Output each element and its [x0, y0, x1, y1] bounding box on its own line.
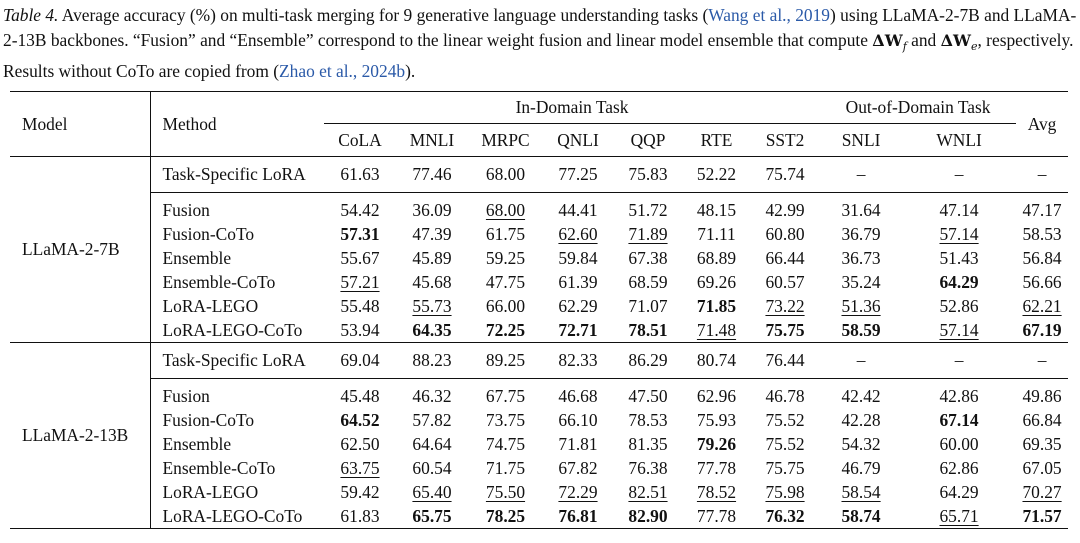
value-cell: 42.86	[939, 385, 979, 406]
table-row	[10, 408, 1068, 432]
value-cell: 35.24	[841, 271, 881, 292]
value-cell: 54.32	[841, 433, 881, 454]
method-cell: Ensemble-CoTo	[162, 457, 276, 478]
table-row	[10, 504, 1068, 529]
method-cell: Ensemble	[162, 433, 232, 454]
value-cell: 65.75	[412, 505, 452, 526]
value-cell: 61.83	[340, 505, 380, 526]
value-cell: 67.38	[628, 247, 668, 268]
value-cell: 54.42	[340, 199, 380, 220]
caption-text-and: and	[906, 30, 941, 50]
value-cell: 58.53	[1022, 223, 1062, 244]
header-task-qqp: QQP	[630, 129, 666, 150]
method-cell: Ensemble-CoTo	[162, 271, 276, 292]
value-cell: 47.39	[412, 223, 452, 244]
value-cell: 71.48	[696, 319, 737, 340]
header-in-domain: In-Domain Task	[324, 92, 820, 124]
value-cell: 67.75	[485, 385, 526, 406]
value-cell: 55.67	[340, 247, 380, 268]
value-cell: 42.99	[765, 199, 805, 220]
value-cell: 62.29	[558, 295, 598, 316]
value-cell: 42.28	[841, 409, 881, 430]
value-cell: 31.64	[841, 199, 881, 220]
table-row	[10, 198, 1068, 222]
header-task-sst2: SST2	[765, 129, 805, 150]
value-cell: 77.25	[543, 157, 613, 193]
value-cell: –	[820, 343, 902, 379]
value-cell: 66.00	[485, 295, 526, 316]
value-cell: 61.63	[324, 157, 396, 193]
header-model: Model	[10, 92, 150, 157]
table-row	[10, 318, 1068, 343]
header-task-wnli: WNLI	[936, 129, 982, 150]
value-cell: 62.86	[939, 457, 979, 478]
value-cell: 71.57	[1022, 505, 1062, 526]
value-cell: 67.14	[939, 409, 979, 430]
value-cell: 72.29	[558, 481, 598, 502]
method-cell: LoRA-LEGO	[162, 481, 259, 502]
value-cell: 66.10	[558, 409, 598, 430]
value-cell: 47.75	[485, 271, 526, 292]
model-cell: LLaMA-2-7B	[10, 157, 150, 343]
value-cell: 75.83	[613, 157, 683, 193]
value-cell: 67.05	[1022, 457, 1062, 478]
value-cell: 36.73	[841, 247, 881, 268]
header-avg: Avg	[1027, 113, 1057, 134]
header-task-snli: SNLI	[841, 129, 881, 150]
value-cell: 45.89	[412, 247, 452, 268]
value-cell: 58.74	[841, 505, 881, 526]
value-cell: 44.41	[558, 199, 598, 220]
value-cell: 46.78	[765, 385, 805, 406]
value-cell: 58.54	[841, 481, 881, 502]
table-row	[10, 222, 1068, 246]
math-delta-w-e: $\Delta W_e$	[940, 31, 978, 54]
value-cell: 78.53	[628, 409, 668, 430]
value-cell: 67.19	[1022, 319, 1062, 340]
value-cell: 59.84	[558, 247, 598, 268]
value-cell: 71.07	[628, 295, 668, 316]
method-cell: Fusion	[162, 199, 210, 220]
method-cell: LoRA-LEGO	[162, 295, 259, 316]
table-row	[10, 384, 1068, 408]
value-cell: –	[1016, 157, 1068, 193]
value-cell: 51.72	[628, 199, 668, 220]
value-cell: 72.25	[485, 319, 526, 340]
method-cell: Ensemble	[162, 247, 232, 268]
value-cell: 61.75	[485, 223, 526, 244]
value-cell: 47.50	[628, 385, 668, 406]
value-cell: 61.39	[558, 271, 598, 292]
header-task-mnli: MNLI	[409, 129, 455, 150]
value-cell: 77.46	[396, 157, 468, 193]
value-cell: 81.35	[628, 433, 668, 454]
model-cell: LLaMA-2-13B	[10, 343, 150, 529]
value-cell: 62.50	[340, 433, 380, 454]
caption-text-3: , respectively. Results without CoTo are copied from (	[3, 30, 1074, 82]
value-cell: 47.14	[939, 199, 979, 220]
value-cell: 59.42	[340, 481, 380, 502]
value-cell: 75.75	[765, 457, 805, 478]
value-cell: 65.71	[939, 505, 979, 526]
method-cell: Fusion-CoTo	[162, 409, 255, 430]
value-cell: 57.82	[412, 409, 452, 430]
value-cell: 75.75	[765, 319, 805, 340]
value-cell: 64.29	[939, 271, 979, 292]
value-cell: 76.32	[765, 505, 805, 526]
value-cell: 46.32	[412, 385, 452, 406]
value-cell: 65.40	[412, 481, 452, 502]
value-cell: 64.29	[939, 481, 979, 502]
caption-label: Table 4.	[3, 5, 59, 25]
header-task-rte: RTE	[700, 129, 733, 150]
value-cell: 75.93	[696, 409, 737, 430]
value-cell: 60.54	[412, 457, 452, 478]
value-cell: 64.64	[412, 433, 452, 454]
method-cell: LoRA-LEGO-CoTo	[162, 319, 303, 340]
value-cell: 62.21	[1022, 295, 1062, 316]
value-cell: 67.82	[558, 457, 598, 478]
value-cell: 71.75	[485, 457, 526, 478]
value-cell: –	[902, 343, 1016, 379]
value-cell: 55.73	[412, 295, 452, 316]
value-cell: 69.26	[696, 271, 737, 292]
value-cell: 75.50	[485, 481, 526, 502]
value-cell: 56.84	[1022, 247, 1062, 268]
table-row	[10, 294, 1068, 318]
value-cell: 71.81	[558, 433, 598, 454]
value-cell: 60.80	[765, 223, 805, 244]
value-cell: 52.22	[683, 157, 750, 193]
value-cell: 68.00	[485, 199, 526, 220]
table-row	[10, 480, 1068, 504]
value-cell: 76.44	[750, 343, 820, 379]
table-caption	[3, 3, 1077, 84]
method-cell: Task-Specific LoRA	[150, 343, 324, 379]
citation-link-wang[interactable]: Wang et al., 2019	[708, 5, 831, 25]
table-row-task-specific	[10, 157, 1068, 193]
results-table	[10, 91, 1068, 529]
value-cell: 75.98	[765, 481, 805, 502]
value-cell: 51.43	[939, 247, 979, 268]
value-cell: 78.52	[696, 481, 737, 502]
value-cell: 47.17	[1022, 199, 1062, 220]
value-cell: 45.48	[340, 385, 380, 406]
value-cell: 74.75	[485, 433, 526, 454]
header-task-mrpc: MRPC	[481, 129, 530, 150]
value-cell: 62.96	[696, 385, 737, 406]
value-cell: 80.74	[683, 343, 750, 379]
value-cell: 68.89	[696, 247, 737, 268]
value-cell: 71.85	[696, 295, 737, 316]
value-cell: 66.44	[765, 247, 805, 268]
value-cell: 77.78	[696, 457, 737, 478]
value-cell: 73.75	[485, 409, 526, 430]
value-cell: 75.52	[765, 409, 805, 430]
value-cell: 78.25	[485, 505, 526, 526]
value-cell: 57.14	[939, 319, 979, 340]
value-cell: 71.11	[697, 223, 736, 244]
table-row-task-specific	[10, 343, 1068, 379]
citation-link-zhao[interactable]: Zhao et al., 2024b	[279, 61, 406, 82]
value-cell: 57.14	[939, 223, 979, 244]
value-cell: 46.68	[558, 385, 598, 406]
table-row	[10, 456, 1068, 480]
value-cell: 89.25	[468, 343, 543, 379]
value-cell: 45.68	[412, 271, 452, 292]
table-row	[10, 432, 1068, 456]
method-cell: LoRA-LEGO-CoTo	[162, 505, 303, 526]
value-cell: 58.59	[841, 319, 881, 340]
method-cell: Fusion	[162, 385, 210, 406]
caption-text-4: ).	[405, 61, 416, 82]
value-cell: 56.66	[1022, 271, 1062, 292]
value-cell: 48.15	[696, 199, 737, 220]
value-cell: 57.31	[340, 223, 380, 244]
value-cell: 71.89	[628, 223, 668, 244]
value-cell: 52.86	[939, 295, 979, 316]
method-cell: Task-Specific LoRA	[150, 157, 324, 193]
value-cell: 79.26	[696, 433, 737, 454]
value-cell: 82.90	[628, 505, 668, 526]
header-row-1	[10, 92, 1068, 124]
value-cell: 60.57	[765, 271, 805, 292]
value-cell: 82.51	[628, 481, 668, 502]
value-cell: 73.22	[765, 295, 805, 316]
value-cell: 64.35	[412, 319, 452, 340]
value-cell: 42.42	[841, 385, 881, 406]
header-out-domain: Out-of-Domain Task	[820, 92, 1016, 124]
value-cell: 75.74	[750, 157, 820, 193]
value-cell: 49.86	[1022, 385, 1062, 406]
value-cell: 70.27	[1022, 481, 1062, 502]
table-row	[10, 270, 1068, 294]
value-cell: –	[902, 157, 1016, 193]
value-cell: 57.21	[340, 271, 380, 292]
value-cell: 88.23	[396, 343, 468, 379]
value-cell: 66.84	[1022, 409, 1062, 430]
value-cell: 64.52	[340, 409, 380, 430]
value-cell: 86.29	[613, 343, 683, 379]
value-cell: 69.35	[1022, 433, 1062, 454]
value-cell: 59.25	[485, 247, 526, 268]
value-cell: 77.78	[696, 505, 737, 526]
value-cell: 68.00	[468, 157, 543, 193]
value-cell: 55.48	[340, 295, 380, 316]
header-method: Method	[162, 113, 217, 134]
value-cell: 36.09	[412, 199, 452, 220]
value-cell: –	[1016, 343, 1068, 379]
value-cell: 60.00	[939, 433, 979, 454]
value-cell: 46.79	[841, 457, 881, 478]
method-cell: Fusion-CoTo	[162, 223, 255, 244]
value-cell: 69.04	[324, 343, 396, 379]
value-cell: 68.59	[628, 271, 668, 292]
value-cell: –	[820, 157, 902, 193]
value-cell: 76.81	[558, 505, 598, 526]
value-cell: 62.60	[558, 223, 598, 244]
value-cell: 76.38	[628, 457, 668, 478]
value-cell: 75.52	[765, 433, 805, 454]
math-delta-w-f: $\Delta W_f$	[872, 31, 907, 54]
caption-text-2: ) using LLaMA-2-7B and LLaMA-2-13B backbones. “Fusion” and “Ensemble” correspond to the linear weight fusion and linear model ensemble that compute	[3, 5, 1077, 50]
value-cell: 82.33	[543, 343, 613, 379]
header-task-cola: CoLA	[338, 129, 382, 150]
caption-text-1: Average accuracy (%) on multi-task merging for 9 generative language understanding tasks (	[58, 5, 709, 25]
value-cell: 53.94	[340, 319, 380, 340]
value-cell: 63.75	[340, 457, 380, 478]
value-cell: 78.51	[628, 319, 668, 340]
value-cell: 72.71	[558, 319, 598, 340]
header-task-qnli: QNLI	[557, 129, 599, 150]
value-cell: 36.79	[841, 223, 881, 244]
value-cell: 51.36	[841, 295, 881, 316]
table-row	[10, 246, 1068, 270]
